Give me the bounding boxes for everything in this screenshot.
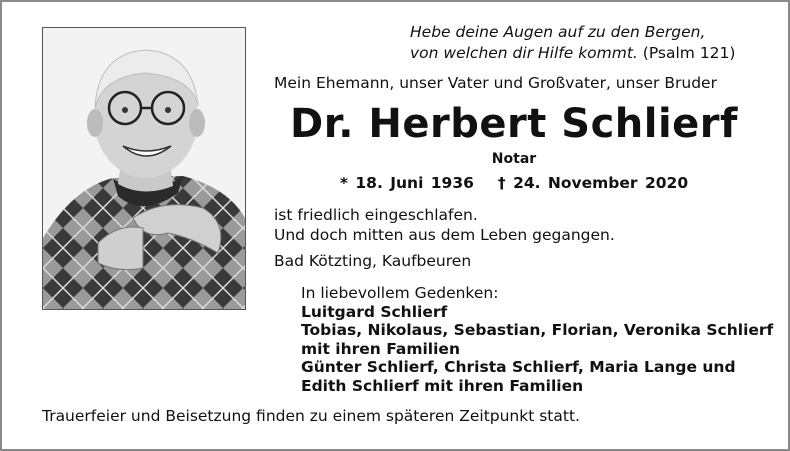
mourners-lead: In liebevollem Gedenken: [301, 284, 499, 302]
life-dates [274, 174, 754, 192]
psalm-quote [410, 22, 770, 64]
funeral-notice: Trauerfeier und Beisetzung finden zu einem späteren Zeitpunkt statt. [42, 407, 580, 425]
mourner-row: mit ihren Familien [301, 339, 460, 358]
quote-line-2 [410, 43, 770, 64]
message-line-2: Und doch mitten aus dem Leben gegangen. [274, 226, 615, 244]
birth-date: * 18. Juni 1936 [339, 174, 474, 192]
mourner-row: Luitgard Schlierf [301, 302, 448, 321]
intro-text: Mein Ehemann, unser Vater und Großvater, unser Bruder [274, 74, 717, 92]
message-line-1: ist friedlich eingeschlafen. [274, 206, 478, 224]
mourner-row: Günter Schlierf, Christa Schlierf, Maria Lange und [301, 358, 736, 376]
quote-line-2-text: von welchen dir Hilfe kommt. [410, 44, 638, 62]
places: Bad Kötzting, Kaufbeuren [274, 252, 472, 270]
farewell-message [274, 205, 615, 245]
mourner-row: Edith Schlierf mit ihren Familien [301, 376, 584, 395]
deceased-name: Dr. Herbert Schlierf [290, 101, 738, 147]
deceased-profession: Notar [491, 151, 537, 167]
quote-line-1: Hebe deine Augen auf zu den Bergen, [410, 23, 706, 41]
quote-reference: (Psalm 121) [642, 44, 736, 62]
mourner-row: Tobias, Nikolaus, Sebastian, Florian, Veronika Schlierf [301, 321, 774, 339]
mourners-list [301, 284, 773, 395]
portrait-photo [42, 27, 246, 310]
death-date: † 24. November 2020 [497, 174, 689, 192]
